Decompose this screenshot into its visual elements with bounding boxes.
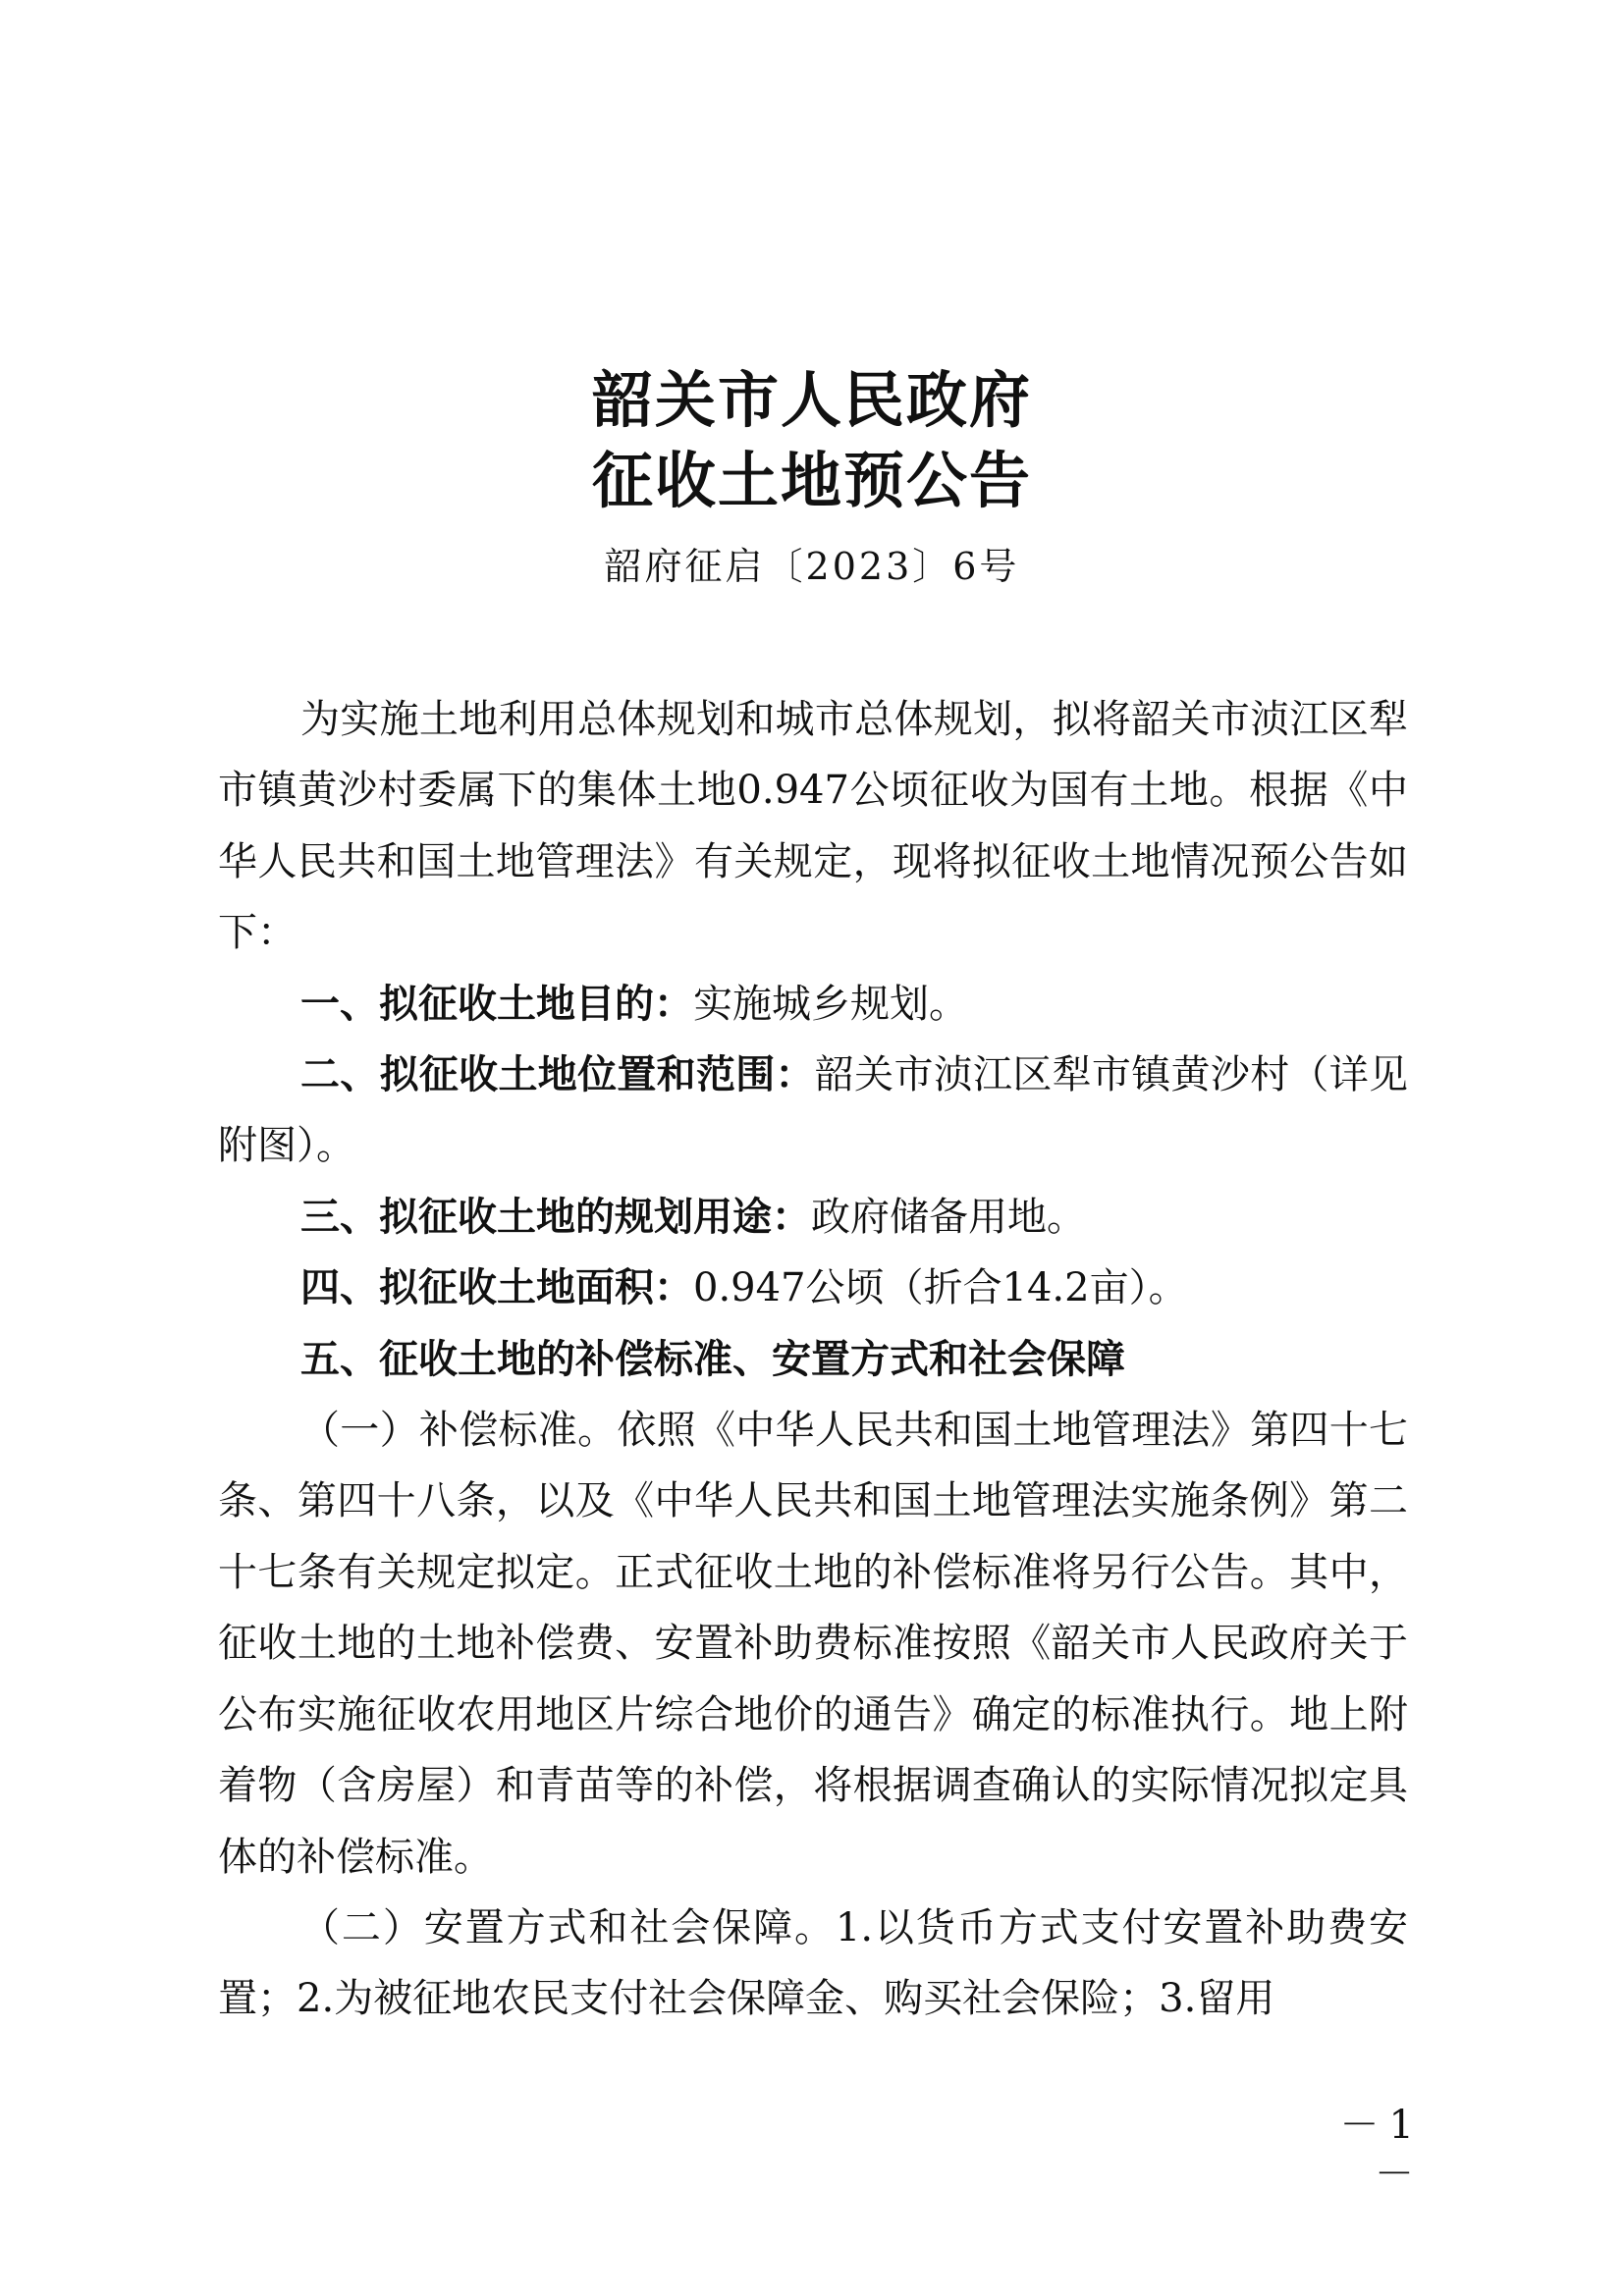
subsection-1-paragraph: （一）补偿标准。依照《中华人民共和国土地管理法》第四十七条、第四十八条，以及《中华人民共和国土地管理法实施条例》第二十七条有关规定拟定。正式征收土地的补偿标准将另行公告。其中，征收土地的土地补偿费、安置补助费标准按照《韶关市人民政府关于公布实施征收农用地区片综合地价的通告》确定的标准执行。地上附着物（含房屋）和青苗等的补偿，将根据调查确认的实际情况拟定具体的补偿标准。 [218, 1408, 1408, 1880]
section-1 [218, 969, 1408, 1040]
section-3 [218, 1182, 1408, 1253]
intro-paragraph: 为实施土地利用总体规划和城市总体规划，拟将韶关市浈江区犁市镇黄沙村委属下的集体土地0.947公顷征收为国有土地。根据《中华人民共和国土地管理法》有关规定，现将拟征收土地情况预公告如下： [218, 697, 1408, 956]
section-5 [218, 1324, 1408, 1395]
section-3-text: 政府储备用地。 [811, 1194, 1086, 1240]
section-2-heading: 二、拟征收土地位置和范围： [300, 1052, 815, 1098]
document-title-line2: 征收土地预公告 [591, 445, 1032, 516]
section-2 [218, 1040, 1408, 1182]
section-4 [218, 1253, 1408, 1323]
subsection-2-paragraph: （二）安置方式和社会保障。1.以货币方式支付安置补助费安置；2.为被征地农民支付社会保障金、购买社会保险；3.留用 [218, 1904, 1408, 2022]
section-1-heading: 一、拟征收土地目的： [300, 981, 693, 1027]
section-5-heading: 五、征收土地的补偿标准、安置方式和社会保障 [300, 1336, 1125, 1382]
page-number: －1－ [1339, 2103, 1424, 2197]
document-number: 韶府征启〔2023〕6号 [604, 545, 1020, 588]
section-3-heading: 三、拟征收土地的规划用途： [300, 1194, 811, 1240]
section-4-heading: 四、拟征收土地面积： [300, 1265, 693, 1311]
document-title-line1: 韶关市人民政府 [591, 364, 1032, 436]
section-2-text: 韶关市浈江区犁市镇黄沙村（详见附图）。 [218, 1052, 1409, 1169]
document-body [218, 684, 1408, 2035]
section-4-text: 0.947公顷（折合14.2亩）。 [693, 1265, 1188, 1311]
section-1-text: 实施城乡规划。 [693, 981, 968, 1027]
